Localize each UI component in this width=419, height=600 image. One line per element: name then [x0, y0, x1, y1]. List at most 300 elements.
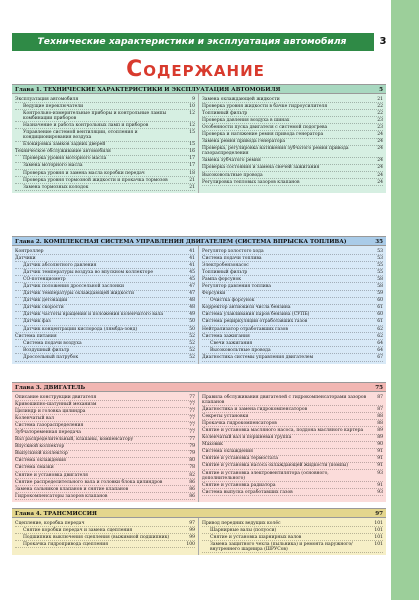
toc-entry [15, 276, 195, 283]
toc-entry [202, 442, 383, 449]
toc-entry-title: Проверка уровня тормозной жидкости и прокачка тормозов [23, 177, 168, 183]
toc-entry-title: Блокировка замков задних дверей [23, 142, 106, 148]
toc-entry-page: 21 [189, 184, 195, 190]
toc-entry [202, 534, 383, 541]
toc-entry-title: Прокачка гидрокомпенсаторов [202, 420, 277, 426]
toc-entry-page: 52 [189, 347, 195, 353]
toc-entry [15, 96, 195, 103]
toc-entry [202, 541, 383, 553]
toc-entry-title: Диагностика системы управления двигателем [202, 354, 314, 360]
toc-entry-page: 77 [189, 429, 195, 435]
toc-entry-page: 55 [377, 269, 383, 275]
toc-entry-page: 50 [189, 319, 195, 325]
toc-entry-page: 24 [377, 179, 383, 185]
toc-entry-page: 77 [189, 437, 195, 443]
toc-entry [15, 520, 195, 527]
toc-entry [15, 422, 195, 429]
chapter-page: 5 [379, 87, 383, 93]
page-number: 3 [379, 36, 387, 47]
toc-entry-title: Снятие и установка масляного насоса, поддона масляного картера [202, 427, 364, 433]
toc-entry [202, 117, 383, 124]
toc-entry-page: 101 [374, 541, 383, 547]
toc-entry-page: 101 [374, 527, 383, 533]
toc-entry [202, 406, 383, 413]
chapter-page: 97 [375, 511, 383, 517]
toc-entry-page: 87 [377, 394, 383, 400]
toc-entry [15, 305, 195, 312]
toc-entry-page: 23 [377, 124, 383, 130]
toc-entry-page: 99 [189, 534, 195, 540]
toc-entry-title: Датчик абсолютного давления [23, 262, 97, 268]
toc-entry-title: Датчик температуры охлаждающей жидкости [23, 291, 134, 297]
chapter-heading [12, 236, 386, 246]
toc-entry-page: 12 [189, 110, 195, 116]
toc-entry-page: 22 [377, 110, 383, 116]
toc-entry-title: Шарнирные валы (полуоси) [210, 527, 277, 533]
toc-entry [15, 465, 195, 472]
toc-entry [15, 129, 195, 141]
toc-entry [202, 96, 383, 103]
right-column [199, 392, 386, 502]
toc-entry-title: Проверка и натяжение ремня привода генератора [202, 131, 324, 137]
toc-entry-title: Проверка уровня и замена масла коробки передач [23, 170, 145, 176]
toc-entry-title: Проверка, регулировка натяжения зубчатого ремня привода газораспределения [202, 146, 349, 157]
right-column [199, 94, 386, 193]
toc-entry-title: Система подачи топлива [202, 255, 262, 261]
toc-entry-page: 21 [377, 96, 383, 102]
toc-entry [202, 165, 383, 172]
running-header [12, 33, 374, 51]
toc-entry-page: 79 [189, 444, 195, 450]
toc-entry-page: 47 [189, 283, 195, 289]
toc-entry [15, 103, 195, 110]
chapter-heading [12, 382, 386, 392]
toc-entry [15, 333, 195, 340]
toc-entry [15, 401, 195, 408]
toc-entry-page: 50 [189, 326, 195, 332]
toc-entry-title: Система газораспределения [15, 422, 84, 428]
toc-entry-page: 88 [377, 413, 383, 419]
toc-entry-page: 101 [374, 534, 383, 540]
document-title: Содержание [126, 57, 265, 82]
toc-entry-title: Контрольно-измерительные приборы и контрольные лампы комбинации приборов [23, 110, 167, 121]
toc-entry-page: 17 [189, 163, 195, 169]
toc-entry-title: Снятие распределительного вала и головки блока цилиндров [15, 479, 163, 485]
toc-entry [202, 420, 383, 427]
toc-entry-page: 97 [189, 520, 195, 526]
toc-entry [15, 326, 195, 333]
chapter-page: 35 [375, 239, 383, 245]
toc-entry-page: 52 [189, 340, 195, 346]
toc-entry-page: 89 [377, 427, 383, 433]
toc-entry-title: Замена тормозных колодок [23, 184, 89, 190]
toc-entry-page: 53 [377, 255, 383, 261]
toc-entry-title: Датчик концентрации кислорода (лямбда-зонд) [23, 326, 138, 332]
chapter-title: Глава 3. ДВИГАТЕЛЬ [15, 385, 86, 391]
toc-entry-title: Замена ремня привода генератора [202, 139, 286, 145]
toc-entry-title: Особенности пуска двигателя с системой подогрева [202, 124, 328, 130]
toc-entry [202, 110, 383, 117]
toc-entry-title: Корректор антиокиси числа бензина [202, 305, 291, 311]
section-chapter-4 [12, 508, 386, 555]
toc-entry-title: Контроллер [15, 248, 44, 254]
toc-entry [15, 312, 195, 319]
toc-entry [15, 122, 195, 129]
toc-entry [202, 354, 383, 361]
toc-entry [202, 158, 383, 165]
toc-entry-title: Снятие и установка радиатора [202, 482, 276, 488]
toc-entry [15, 142, 195, 149]
toc-entry-title: Правила обслуживания двигателей с гидрокомпенсаторами зазоров клапанов [202, 394, 367, 405]
toc-entry-page: 60 [377, 312, 383, 318]
toc-entry [15, 444, 195, 451]
toc-entry-page: 24 [377, 146, 383, 152]
toc-entry-title: Датчик фаз [23, 319, 51, 325]
toc-entry-page: 16 [189, 149, 195, 155]
toc-entry-page: 15 [189, 129, 195, 135]
toc-entry-title: Техническое обслуживание автомобиля [15, 149, 111, 155]
toc-entry-title: Замена зубчатого ремня [202, 158, 261, 164]
toc-entry-page: 86 [189, 479, 195, 485]
toc-entry-title: СО-потенциометр [23, 276, 66, 282]
toc-entry-title: Высоковольтные провода [210, 347, 271, 353]
toc-entry-title: Сцепление, коробка передач [15, 520, 85, 526]
toc-entry-page: 61 [377, 319, 383, 325]
toc-entry [15, 283, 195, 290]
toc-entry [202, 131, 383, 138]
toc-entry-title: Подшипник выключения сцепления (выжимной подшипник) [23, 534, 170, 540]
toc-entry-title: Проверка уровня моторного масла [23, 156, 107, 162]
toc-entry-title: Система зажигания [202, 333, 250, 339]
toc-entry [15, 170, 195, 177]
toc-entry-title: Цилиндр и головка цилиндра [15, 408, 86, 414]
toc-entry [202, 463, 383, 470]
toc-entry-page: 77 [189, 408, 195, 414]
toc-entry [15, 156, 195, 163]
toc-entry [202, 456, 383, 463]
toc-entry [202, 520, 383, 527]
toc-entry [202, 319, 383, 326]
toc-entry-page: 24 [377, 172, 383, 178]
toc-entry-title: Высоковольтные провода [202, 172, 263, 178]
toc-entry [15, 451, 195, 458]
toc-entry-title: Форсунки [202, 291, 226, 297]
toc-entry-title: Замена моторного масла [23, 163, 83, 169]
toc-entry-page: 99 [189, 527, 195, 533]
right-column [199, 518, 386, 555]
toc-entry-title: Впускной коллектор [15, 444, 65, 450]
section-chapter-3 [12, 382, 386, 502]
toc-entry [15, 291, 195, 298]
toc-entry-title: Выпускной коллектор [15, 451, 68, 457]
toc-entry-title: Снятие и установка термостата [202, 456, 278, 462]
toc-entry [15, 177, 195, 184]
toc-entry [202, 139, 383, 146]
toc-entry-page: 52 [189, 354, 195, 360]
toc-entry-page: 79 [189, 451, 195, 457]
toc-entry-page: 12 [189, 122, 195, 128]
toc-entry-page: 41 [189, 255, 195, 261]
toc-entry-page: 93 [377, 489, 383, 495]
toc-entry-page: 9 [192, 96, 195, 102]
toc-entry-page: 41 [189, 262, 195, 268]
toc-entry-title: Система подачи воздуха [23, 340, 82, 346]
toc-entry-page: 88 [377, 420, 383, 426]
header-title: Технические характеристики и эксплуатация автомобиля [37, 36, 347, 47]
toc-entry-title: Регулятор холостого хода [202, 248, 264, 254]
toc-entry [15, 394, 195, 401]
toc-entry [202, 305, 383, 312]
toc-entry [202, 470, 383, 482]
toc-entry-title: Проверка состояния и замена свечей зажигания [202, 165, 320, 171]
toc-entry-title: Регулировка тепловых зазоров клапанов [202, 179, 300, 185]
toc-entry-title: Датчик детонации [23, 298, 68, 304]
toc-entry-page: 86 [189, 493, 195, 499]
toc-entry-title: Прокачка гидропривода сцепления [23, 541, 109, 547]
toc-entry [15, 415, 195, 422]
toc-entry [202, 527, 383, 534]
chapter-heading [12, 508, 386, 518]
toc-entry [202, 489, 383, 496]
toc-entry [15, 110, 195, 122]
toc-entry-page: 24 [377, 158, 383, 164]
toc-entry-title: Назначение и работа контрольных ламп и приборов [23, 122, 149, 128]
toc-entry-title: Замена сальников клапанов и снятие клапанов [15, 486, 129, 492]
toc-entry [15, 408, 195, 415]
toc-entry-title: Дроссельный патрубок [23, 354, 79, 360]
toc-entry-page: 53 [377, 248, 383, 254]
toc-entry [15, 458, 195, 465]
chapter-page: 75 [375, 385, 383, 391]
toc-entry-title: Датчик скорости [23, 305, 64, 311]
toc-entry [15, 149, 195, 156]
toc-entry [202, 333, 383, 340]
toc-entry-page: 91 [377, 456, 383, 462]
toc-entry [202, 413, 383, 420]
toc-entry [15, 437, 195, 444]
toc-entry [15, 354, 195, 361]
toc-entry-page: 48 [189, 305, 195, 311]
toc-entry [15, 534, 195, 541]
toc-entry [202, 255, 383, 262]
toc-entry [15, 541, 195, 548]
toc-entry-title: Снятие и установка электровентилятора (основного, дополнительного) [202, 470, 329, 481]
toc-entry-title: Система выпуска отработавших газов [202, 489, 293, 495]
section-chapter-1 [12, 84, 386, 193]
toc-entry [202, 276, 383, 283]
toc-entry-title: Коленчатый вал и поршневая группа [202, 435, 292, 441]
toc-entry [202, 326, 383, 333]
toc-entry-title: Ведущие переключатели [23, 103, 84, 109]
toc-entry-title: Описание конструкции двигателя [15, 394, 97, 400]
toc-entry-page: 86 [189, 486, 195, 492]
toc-entry [202, 248, 383, 255]
toc-entry [202, 291, 383, 298]
right-column [199, 246, 386, 364]
toc-entry-page: 64 [377, 347, 383, 353]
toc-entry [202, 172, 383, 179]
toc-entry-title: Эксплуатация автомобиля [15, 96, 79, 102]
toc-entry-title: Система рециркуляции отработавших газов [202, 319, 308, 325]
toc-entry-page: 91 [377, 449, 383, 455]
toc-entry [15, 262, 195, 269]
toc-entry [202, 482, 383, 489]
toc-entry [15, 340, 195, 347]
section-chapter-2 [12, 236, 386, 364]
toc-entry-title: Снятие коробки передач и замена сцепления [23, 527, 133, 533]
toc-entry-page: 62 [377, 326, 383, 332]
toc-entry-title: Снятие и установка шарнирных валов [210, 534, 302, 540]
toc-entry-page: 41 [189, 248, 195, 254]
toc-entry-page: 60 [377, 298, 383, 304]
toc-entry [15, 472, 195, 479]
toc-entry [15, 493, 195, 500]
toc-entry-title: Датчик температуры воздуха во впускном коллекторе [23, 269, 154, 275]
toc-entry-page: 23 [377, 117, 383, 123]
toc-entry [202, 298, 383, 305]
toc-entry-page: 48 [189, 298, 195, 304]
chapter-heading [12, 84, 386, 94]
toc-entry-page: 90 [377, 442, 383, 448]
toc-entry-title: Диагностика и замена гидрокомпенсаторов [202, 406, 308, 412]
toc-entry-title: Датчик частоты вращения и положения коленчатого вала [23, 312, 164, 318]
toc-entry-title: Датчики [15, 255, 36, 261]
toc-entry-page: 24 [377, 131, 383, 137]
chapter-title: Глава 4. ТРАНСМИССИЯ [15, 511, 97, 517]
toc-entry-page: 77 [189, 415, 195, 421]
toc-entry-title: Маховик [202, 442, 223, 448]
toc-entry-page: 45 [189, 269, 195, 275]
toc-entry-page: 17 [189, 156, 195, 162]
toc-entry [202, 427, 383, 434]
toc-entry [202, 283, 383, 290]
toc-entry-page: 78 [189, 465, 195, 471]
toc-entry-title: Датчик положения дроссельной заслонки [23, 283, 124, 289]
toc-entry-title: Привод передних ведущих колёс [202, 520, 281, 526]
toc-entry [15, 269, 195, 276]
toc-entry [202, 435, 383, 442]
toc-entry [202, 103, 383, 110]
chapter-title: Глава 2. КОМПЛЕКСНАЯ СИСТЕМА УПРАВЛЕНИЯ ДВИГАТЕЛЕМ (СИСТЕМА ВПРЫСКА ТОПЛИВА) [15, 239, 347, 245]
toc-entry-page: 61 [377, 305, 383, 311]
toc-entry-page: 77 [189, 401, 195, 407]
toc-entry-page: 24 [377, 165, 383, 171]
toc-entry [202, 394, 383, 406]
toc-entry-title: Управление системой вентиляции, отопления и кондиционирования воздуха [23, 129, 138, 141]
toc-entry-page: 59 [377, 291, 383, 297]
toc-entry [202, 347, 383, 354]
toc-entry-page: 49 [189, 312, 195, 318]
toc-entry-page: 58 [377, 283, 383, 289]
left-column [12, 392, 199, 502]
toc-entry [202, 312, 383, 319]
toc-entry-page: 62 [377, 333, 383, 339]
toc-entry-title: Система охлаждения [15, 458, 66, 464]
toc-entry-title: Кривошипно-шатунный механизм [15, 401, 97, 407]
toc-entry-page: 80 [189, 458, 195, 464]
toc-entry-title: Электробензонасос [202, 262, 249, 268]
toc-entry-page: 77 [189, 422, 195, 428]
toc-entry [202, 146, 383, 158]
toc-entry [15, 527, 195, 534]
toc-entry-page: 77 [189, 394, 195, 400]
toc-entry-title: Нейтрализатор отработавших газов [202, 326, 288, 332]
toc-entry [15, 298, 195, 305]
toc-entry-title: Гидрокомпенсаторы зазоров клапанов [15, 493, 108, 499]
toc-entry [202, 340, 383, 347]
toc-entry-title: Зубчатоременная передача [15, 429, 81, 435]
left-column [12, 518, 199, 555]
toc-entry-title: Система смазки [15, 465, 54, 471]
toc-entry [15, 163, 195, 170]
toc-entry [202, 179, 383, 186]
toc-entry [15, 248, 195, 255]
toc-entry-title: Воздушный фильтр [23, 347, 70, 353]
toc-entry [202, 124, 383, 131]
toc-entry-page: 15 [189, 142, 195, 148]
left-column [12, 246, 199, 364]
toc-entry-page: 47 [189, 291, 195, 297]
toc-entry [15, 486, 195, 493]
toc-entry-title: Регулятор давления топлива [202, 283, 271, 289]
toc-entry-page: 67 [377, 354, 383, 360]
toc-entry-title: Очистка форсунок [210, 298, 255, 304]
toc-entry-title: Вал распределительный, клапаны, компенсатору [15, 437, 134, 443]
toc-entry-page: 91 [377, 463, 383, 469]
toc-entry-title: Замена защитного чехла (пыльника) и ремонта наружного/внутреннего шарнира (ШРУСов) [210, 541, 353, 552]
toc-entry-page: 52 [189, 333, 195, 339]
toc-entry-page: 89 [377, 435, 383, 441]
toc-entry-page: 93 [377, 470, 383, 476]
toc-entry-title: Замена охлаждающей жидкости [202, 96, 280, 102]
toc-entry [202, 449, 383, 456]
toc-entry-title: Проверка давления воздуха в шинах [202, 117, 290, 123]
toc-entry-page: 64 [377, 340, 383, 346]
toc-entry [15, 255, 195, 262]
toc-entry-title: Снятие и установка двигателя [15, 472, 88, 478]
toc-entry-title: Топливный фильтр [202, 269, 248, 275]
toc-entry-page: 91 [377, 482, 383, 488]
toc-entry-page: 24 [377, 139, 383, 145]
toc-entry [202, 262, 383, 269]
toc-entry-page: 82 [189, 472, 195, 478]
toc-entry [202, 269, 383, 276]
toc-entry-title: Снятие и установка насоса охлаждающей жидкости (помпы) [202, 463, 349, 469]
toc-entry-title: Проверка уровня жидкости в бачке гидроусилителя [202, 103, 328, 109]
toc-entry-title: Система улавливания паров бензина (СУПБ) [202, 312, 310, 318]
toc-entry [15, 479, 195, 486]
toc-entry-page: 18 [189, 170, 195, 176]
side-color-band [391, 0, 419, 600]
toc-entry-page: 58 [377, 276, 383, 282]
chapter-title: Глава 1. ТЕХНИЧЕСКИЕ ХАРАКТЕРИСТИКИ И ЭКСПЛУАТАЦИЯ АВТОМОБИЛЯ [15, 87, 281, 93]
toc-entry-title: Свечи зажигания [210, 340, 253, 346]
toc-entry-page: 10 [189, 103, 195, 109]
left-column [12, 94, 199, 193]
toc-entry [15, 184, 195, 191]
toc-entry-title: Система питания [15, 333, 57, 339]
toc-entry-title: Система охлаждения [202, 449, 253, 455]
toc-entry [15, 347, 195, 354]
toc-entry-page: 45 [189, 276, 195, 282]
toc-entry [15, 429, 195, 436]
toc-entry-title: Топливный фильтр [202, 110, 248, 116]
toc-entry-title: Коленчатый вал [15, 415, 54, 421]
toc-entry-title: Секреты установки [202, 413, 249, 419]
toc-entry-page: 87 [377, 406, 383, 412]
toc-entry-page: 101 [374, 520, 383, 526]
toc-entry [15, 319, 195, 326]
